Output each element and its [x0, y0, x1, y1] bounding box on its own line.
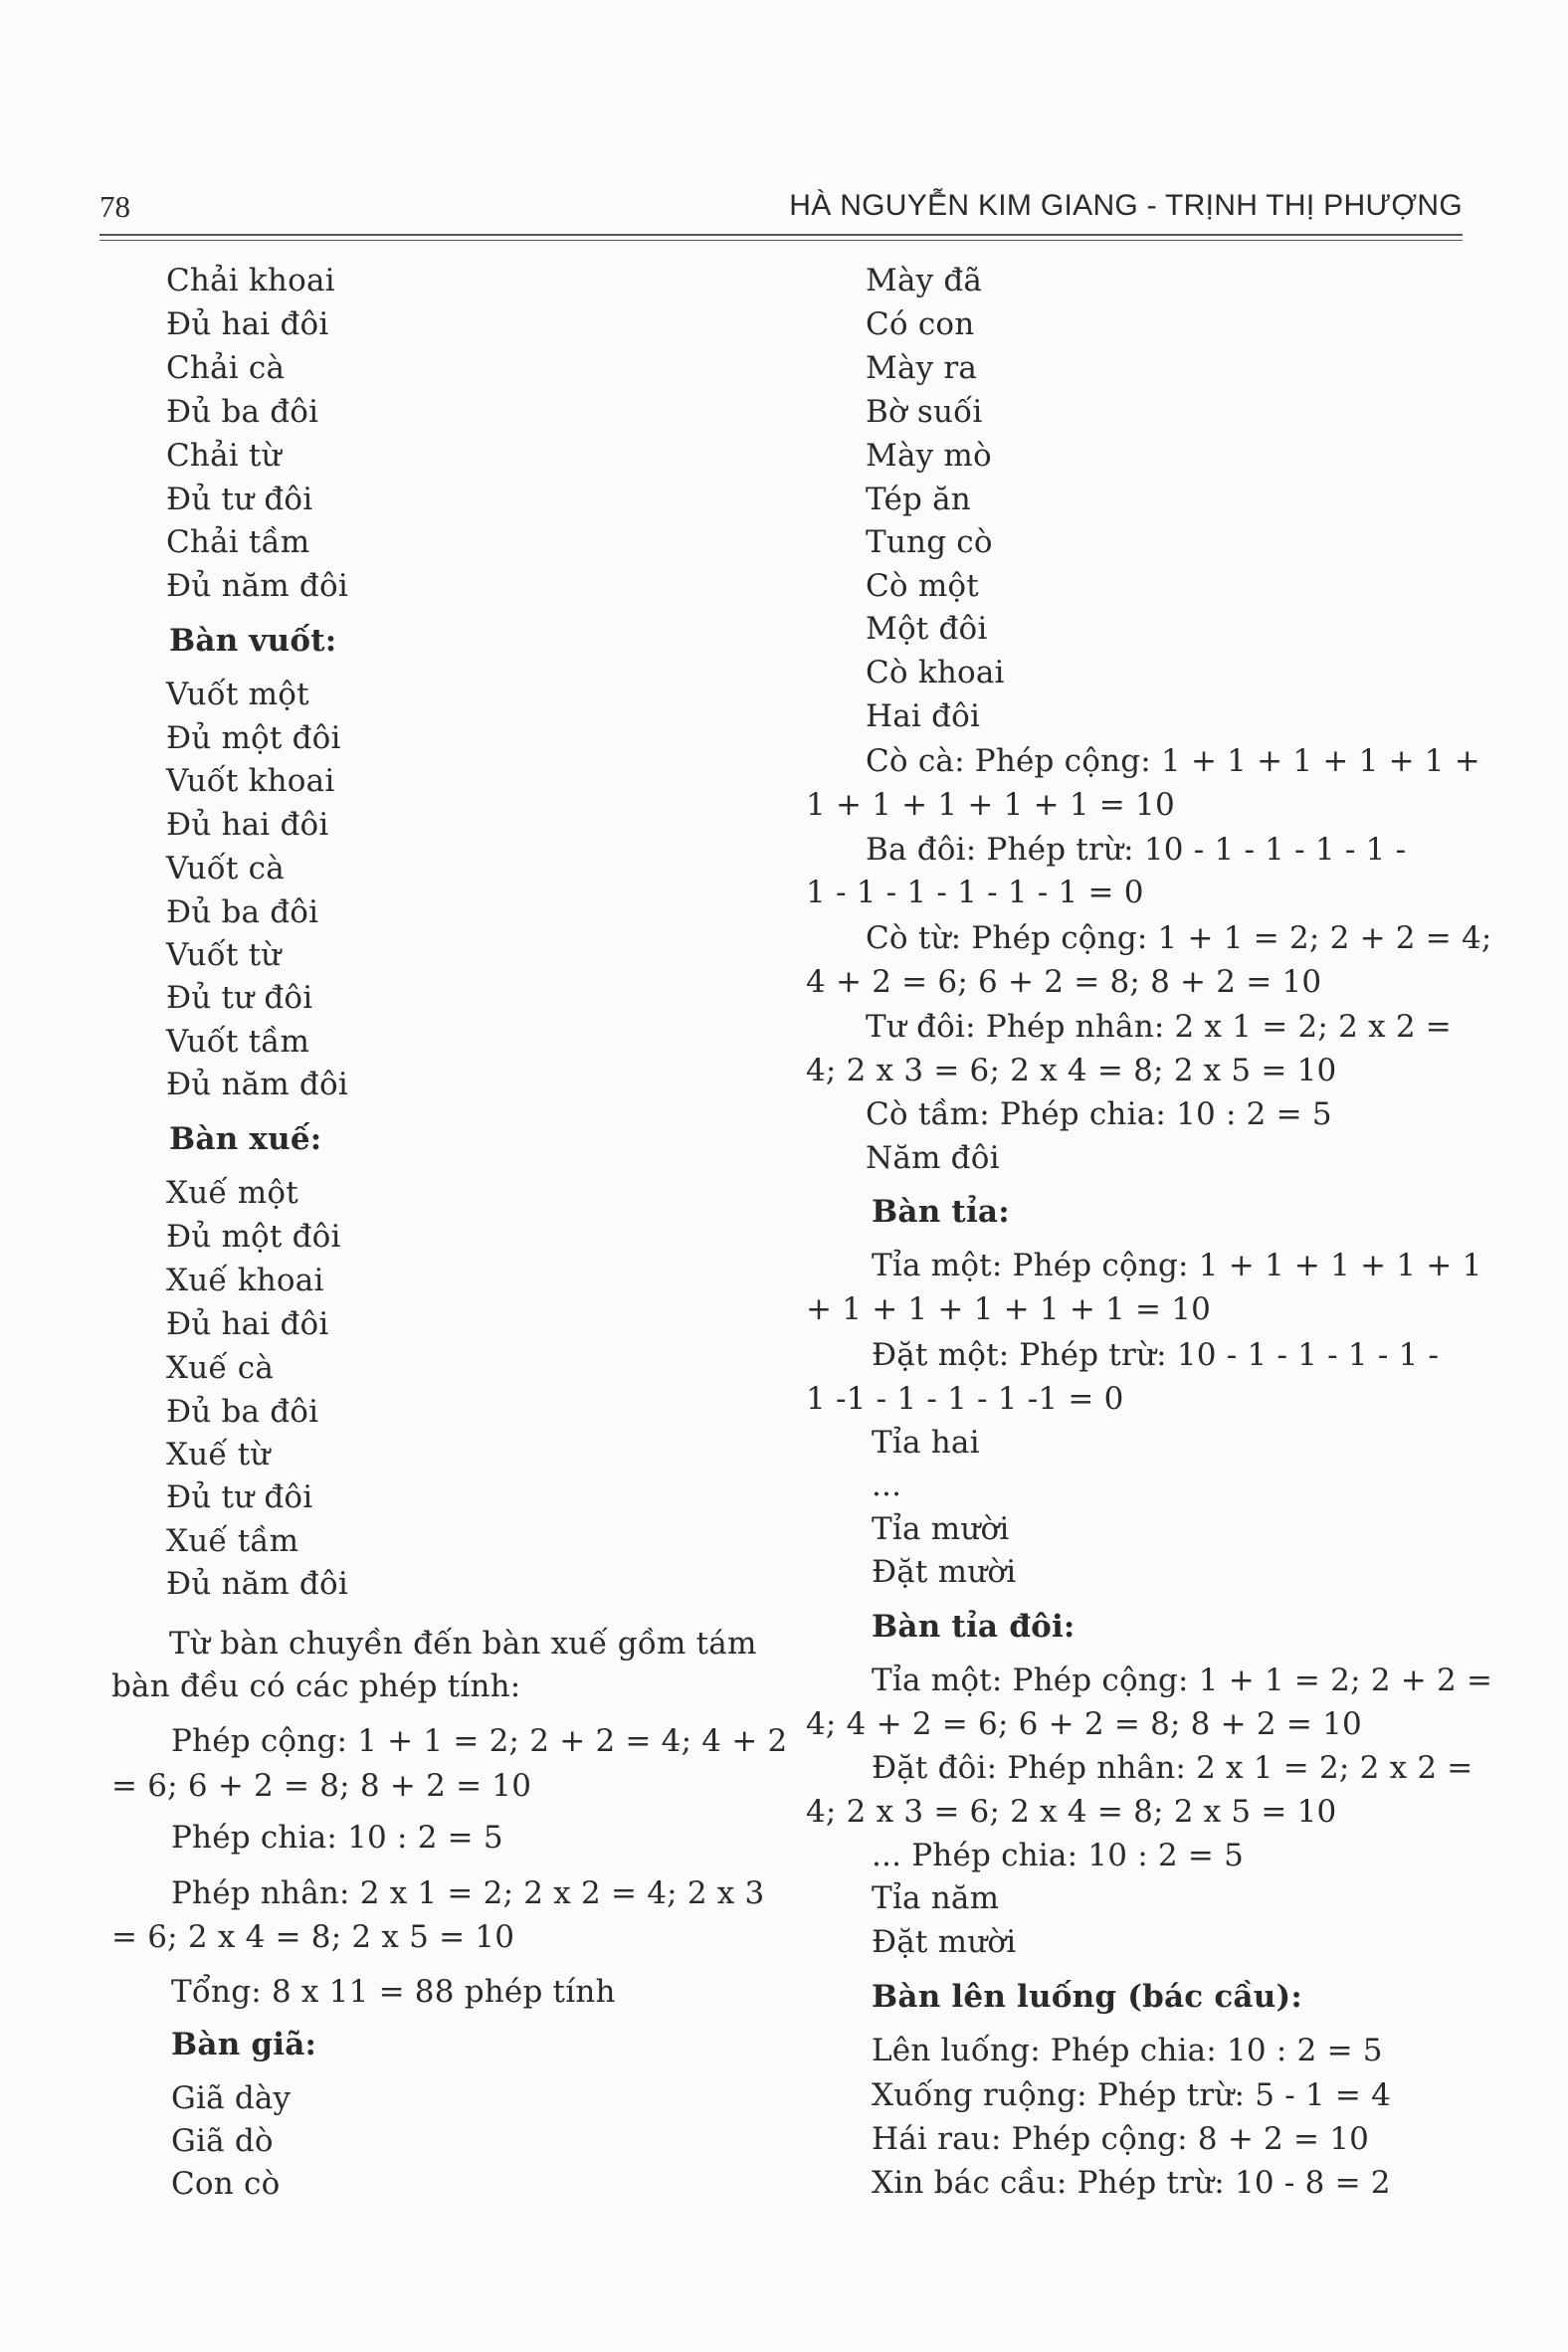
text-line: Tư đôi: Phép nhân: 2 x 1 = 2; 2 x 2 = [866, 1009, 1452, 1045]
text-line: Đủ một đôi [166, 720, 341, 756]
text-line: Đủ hai đôi [166, 807, 329, 843]
text-line: Xuống ruộng: Phép trừ: 5 - 1 = 4 [872, 2077, 1392, 2113]
text-line: Phép cộng: 1 + 1 = 2; 2 + 2 = 4; 4 + 2 [171, 1723, 788, 1759]
text-line: Vuốt từ [166, 937, 282, 973]
text-line: Xuế khoai [166, 1263, 324, 1298]
section-heading: Bàn tỉa: [872, 1194, 1010, 1230]
text-line: Cò cà: Phép cộng: 1 + 1 + 1 + 1 + 1 + [866, 743, 1480, 779]
text-line: Vuốt một [166, 677, 309, 712]
text-line: ... Phép chia: 10 : 2 = 5 [872, 1838, 1245, 1873]
page-header [99, 189, 1463, 229]
text-line: Năm đôi [866, 1140, 1000, 1176]
text-line: Đặt mười [872, 1554, 1017, 1590]
text-line: Tỉa năm [872, 1880, 1000, 1916]
text-line: Tỉa hai [872, 1425, 980, 1461]
text-line: Hái rau: Phép cộng: 8 + 2 = 10 [872, 2121, 1370, 2157]
text-line: Vuốt khoai [166, 763, 335, 799]
text-line: Phép chia: 10 : 2 = 5 [171, 1820, 503, 1856]
text-line: = 6; 2 x 4 = 8; 2 x 5 = 10 [111, 1919, 515, 1955]
section-heading: Bàn xuế: [169, 1121, 322, 1157]
text-line: 4; 2 x 3 = 6; 2 x 4 = 8; 2 x 5 = 10 [806, 1794, 1337, 1830]
text-line: Hai đôi [866, 698, 981, 734]
text-line: Đủ năm đôi [166, 568, 348, 604]
text-line: Đặt đôi: Phép nhân: 2 x 1 = 2; 2 x 2 = [872, 1750, 1473, 1786]
page-number: 78 [99, 189, 130, 224]
text-line: 1 - 1 - 1 - 1 - 1 - 1 = 0 [806, 875, 1144, 910]
text-line: Đủ tư đôi [166, 482, 313, 517]
text-line: Xuế tầm [166, 1523, 299, 1559]
text-line: Cò khoai [866, 655, 1005, 690]
text-line: Vuốt tầm [166, 1024, 310, 1060]
text-line: Đủ ba đôi [166, 394, 319, 430]
text-line: Con cò [171, 2166, 281, 2202]
text-line: Cò tầm: Phép chia: 10 : 2 = 5 [866, 1096, 1332, 1132]
text-line: Chải tầm [166, 524, 310, 560]
text-line: 4 + 2 = 6; 6 + 2 = 8; 8 + 2 = 10 [806, 964, 1322, 1000]
text-line: Mày mò [866, 438, 992, 474]
text-line: = 6; 6 + 2 = 8; 8 + 2 = 10 [111, 1768, 532, 1804]
text-line: Mày ra [866, 350, 978, 386]
text-line: Tỉa mười [872, 1511, 1010, 1547]
text-line: Xuế từ [166, 1437, 271, 1472]
text-line: Đủ tư đôi [166, 1479, 313, 1515]
text-line: Mày đã [866, 263, 983, 298]
text-line: Giã dày [171, 2080, 292, 2116]
text-line: Bờ suối [866, 394, 983, 430]
text-line: 1 -1 - 1 - 1 - 1 -1 = 0 [806, 1381, 1124, 1417]
text-line: Đủ một đôi [166, 1219, 341, 1255]
text-line: Xin bác cầu: Phép trừ: 10 - 8 = 2 [872, 2165, 1391, 2201]
text-line: Đủ tư đôi [166, 980, 313, 1016]
text-line: Đặt một: Phép trừ: 10 - 1 - 1 - 1 - 1 - [872, 1337, 1440, 1373]
text-line: Tép ăn [866, 482, 971, 517]
text-line: Đủ năm đôi [166, 1067, 348, 1102]
section-heading: Bàn vuốt: [169, 623, 337, 659]
text-line: Chải cà [166, 350, 286, 386]
header-rule [99, 234, 1463, 236]
text-line: Phép nhân: 2 x 1 = 2; 2 x 2 = 4; 2 x 3 [171, 1875, 765, 1911]
text-line: Giã dò [171, 2123, 274, 2159]
text-line: Chải khoai [166, 263, 335, 298]
header-rule-thin [99, 240, 1463, 241]
text-line: Từ bàn chuyền đến bàn xuế gồm tám [169, 1626, 757, 1662]
text-line: 1 + 1 + 1 + 1 + 1 = 10 [806, 787, 1175, 823]
text-line: Cò từ: Phép cộng: 1 + 1 = 2; 2 + 2 = 4; [866, 920, 1492, 956]
text-line: Đủ năm đôi [166, 1566, 348, 1602]
text-line: Tỉa một: Phép cộng: 1 + 1 + 1 + 1 + 1 [872, 1248, 1482, 1283]
text-line: Đặt mười [872, 1924, 1017, 1960]
text-line: Vuốt cà [166, 851, 285, 886]
text-line: Tỉa một: Phép cộng: 1 + 1 = 2; 2 + 2 = [872, 1663, 1493, 1698]
section-heading: Bàn giã: [171, 2027, 317, 2062]
text-line: 4; 4 + 2 = 6; 6 + 2 = 8; 8 + 2 = 10 [806, 1706, 1362, 1742]
text-line: Ba đôi: Phép trừ: 10 - 1 - 1 - 1 - 1 - [866, 832, 1407, 868]
text-line: Xuế một [166, 1175, 298, 1211]
running-head: HÀ NGUYỄN KIM GIANG - TRỊNH THỊ PHƯỢNG [789, 189, 1463, 222]
text-line: Xuế cà [166, 1350, 275, 1386]
text-line: bàn đều có các phép tính: [111, 1668, 521, 1704]
text-line: Có con [866, 306, 975, 342]
text-line: Tổng: 8 x 11 = 88 phép tính [171, 1974, 616, 2010]
text-line: Một đôi [866, 611, 988, 647]
section-heading: Bàn lên luống (bác cầu): [872, 1979, 1302, 2015]
text-line: Lên luống: Phép chia: 10 : 2 = 5 [872, 2033, 1383, 2068]
text-line: Cò một [866, 568, 979, 604]
text-line: Tung cò [866, 524, 993, 560]
text-line: Chải từ [166, 438, 282, 474]
text-line: Đủ hai đôi [166, 1306, 329, 1342]
text-line: ... [872, 1468, 902, 1503]
text-line: Đủ ba đôi [166, 1394, 319, 1430]
text-line: 4; 2 x 3 = 6; 2 x 4 = 8; 2 x 5 = 10 [806, 1053, 1337, 1088]
text-line: Đủ ba đôi [166, 894, 319, 930]
text-line: + 1 + 1 + 1 + 1 + 1 = 10 [806, 1291, 1212, 1327]
section-heading: Bàn tỉa đôi: [872, 1609, 1076, 1645]
text-line: Đủ hai đôi [166, 306, 329, 342]
